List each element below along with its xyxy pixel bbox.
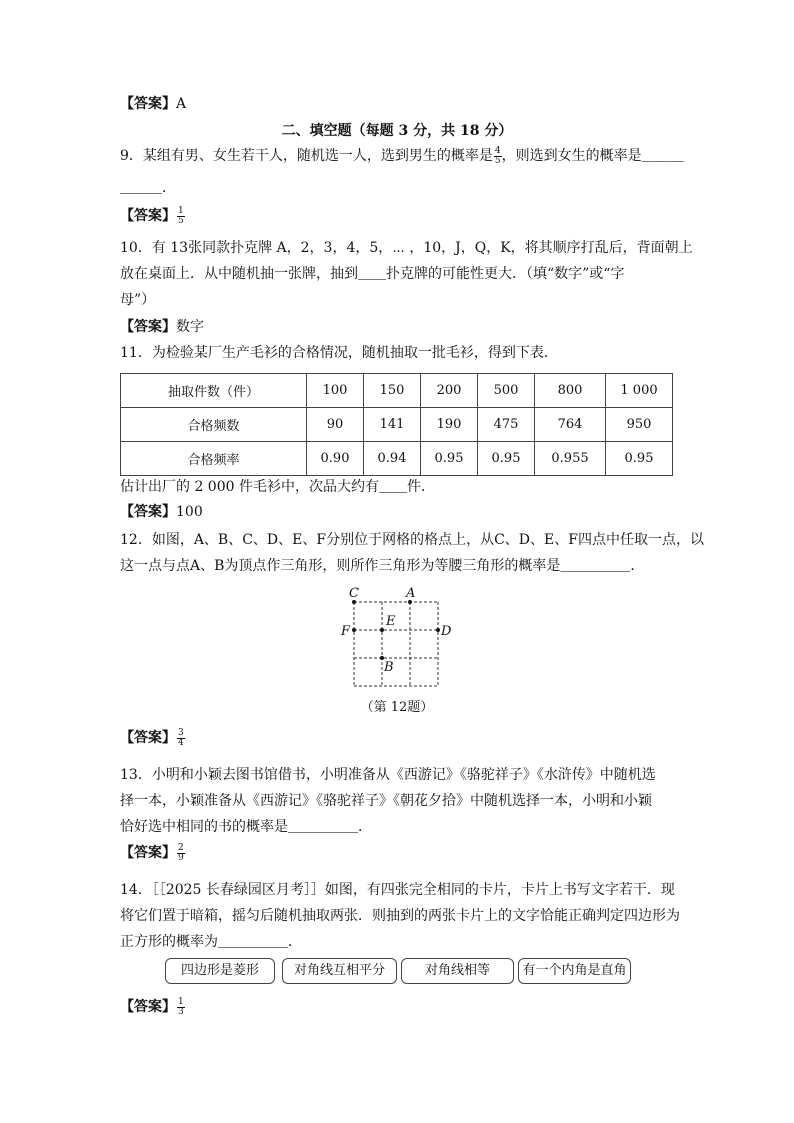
answer-tag: 【答案】 <box>120 319 176 335</box>
row-header: 合格频数 <box>121 408 307 442</box>
question-13-line-3: 恰好选中相同的书的概率是＿＿＿＿＿． <box>120 819 372 835</box>
table-cell: 0.95 <box>478 442 535 476</box>
table-cell: 0.955 <box>535 442 606 476</box>
label-a: A <box>406 586 416 601</box>
answer-value: 100 <box>176 504 203 520</box>
card-rhombus: 四边形是菱形 <box>165 958 275 984</box>
numerator: 4 <box>494 145 501 156</box>
answer-tag: 【答案】 <box>120 208 176 224</box>
fraction <box>177 207 185 226</box>
question-10-line-2: 放在桌面上．从中随机抽一张牌，抽到＿＿扑克牌的可能性更大．（填“数字”或“字 <box>120 266 625 282</box>
answer-value: 数字 <box>176 319 204 335</box>
label-e: E <box>386 614 396 629</box>
answer-tag: 【答案】 <box>120 845 176 861</box>
question-10-line-1: 10．有 13张同款扑克牌 A，2，3，4，5，⋯ ，10，J，Q，K，将其顺序打乱后，背面朝上 <box>120 240 693 256</box>
table-cell: 190 <box>421 408 478 442</box>
answer-14 <box>120 997 185 1017</box>
question-text: 9．某组有男、女生若干人，随机选一人，选到男生的概率是 <box>120 148 493 164</box>
question-9-line-2: ＿＿＿． <box>120 180 176 196</box>
card-diagonals-equal: 对角线相等 <box>401 958 514 984</box>
answer-10 <box>120 317 204 337</box>
table-cell: 0.90 <box>307 442 364 476</box>
answer-13 <box>120 843 185 863</box>
question-14-line-1: 14．［［2025 长春绿园区月考］］如图，有四张完全相同的卡片，卡片上书写文字若干．现 <box>120 882 675 898</box>
numerator: 2 <box>178 842 184 853</box>
section-title: 二、填空题（每题 3 分，共 18 分） <box>281 123 513 139</box>
question-12-line-1: 12．如图，A、B、C、D、E、F分别位于网格的格点上，从C、D、E、F四点中任取一点，以 <box>120 532 704 548</box>
card-right-angle: 有一个内角是直角 <box>518 958 631 984</box>
question-9-line-1 <box>120 146 684 166</box>
frequency-table <box>120 373 673 476</box>
question-10-line-3: 母”） <box>120 292 156 308</box>
denominator: 9 <box>178 852 184 863</box>
denominator: 3 <box>178 1006 184 1017</box>
answer-9 <box>120 206 185 226</box>
label-d: D <box>441 624 452 639</box>
fraction <box>177 844 185 863</box>
grid-figure <box>335 583 465 691</box>
numerator: 1 <box>178 996 184 1007</box>
question-11-line-1: 11．为检验某厂生产毛衫的合格情况，随机抽取一批毛衫，得到下表． <box>120 345 558 361</box>
numerator: 3 <box>178 727 184 738</box>
question-13-line-1: 13．小明和小颖去图书馆借书，小明准备从《西游记》《骆驼祥子》《水浒传》中随机选 <box>120 767 656 783</box>
table-cell: 100 <box>307 374 364 408</box>
answer-tag: 【答案】 <box>120 999 176 1015</box>
label-b: B <box>384 660 394 675</box>
question-12-line-2: 这一点与点A、B为顶点作三角形，则所作三角形为等腰三角形的概率是＿＿＿＿＿． <box>120 558 645 574</box>
question-14-line-2: 将它们置于暗箱，摇匀后随机抽取两张．则抽到的两张卡片上的文字恰能正确判定四边形为 <box>120 908 680 924</box>
table-cell: 150 <box>364 374 421 408</box>
table-row <box>121 408 673 442</box>
answer-tag: 【答案】 <box>120 504 176 520</box>
table-row <box>121 442 673 476</box>
denominator: 4 <box>178 737 184 748</box>
table-cell: 950 <box>606 408 673 442</box>
answer-8 <box>120 94 186 114</box>
fraction <box>494 147 502 166</box>
table-cell: 90 <box>307 408 364 442</box>
table-cell: 764 <box>535 408 606 442</box>
point-d <box>436 628 440 632</box>
question-14-line-3: 正方形的概率为＿＿＿＿＿． <box>120 934 302 950</box>
figure-caption: （第 12题） <box>360 700 434 715</box>
row-header: 合格频率 <box>121 442 307 476</box>
answer-12 <box>120 728 185 748</box>
label-c: C <box>349 586 359 601</box>
table-cell: 800 <box>535 374 606 408</box>
answer-tag: 【答案】 <box>120 96 176 112</box>
numerator: 1 <box>178 205 184 216</box>
table-row <box>121 374 673 408</box>
fraction <box>177 998 185 1017</box>
table-cell: 500 <box>478 374 535 408</box>
table-cell: 141 <box>364 408 421 442</box>
fraction <box>177 729 185 748</box>
row-header: 抽取件数（件） <box>121 374 307 408</box>
table-cell: 0.94 <box>364 442 421 476</box>
table-cell: 0.95 <box>606 442 673 476</box>
denominator: 5 <box>494 155 501 166</box>
table-cell: 475 <box>478 408 535 442</box>
grid-lines <box>354 602 438 686</box>
table-cell: 200 <box>421 374 478 408</box>
card-diagonals-bisect: 对角线互相平分 <box>282 958 397 984</box>
answer-tag: 【答案】 <box>120 730 176 746</box>
label-f: F <box>341 624 351 639</box>
point-e <box>380 628 384 632</box>
point-f <box>352 628 356 632</box>
question-11-after: 估计出厂的 2 000 件毛衫中，次品大约有＿＿件． <box>120 479 435 495</box>
table-cell: 1 000 <box>606 374 673 408</box>
answer-value: A <box>176 96 187 112</box>
question-13-line-2: 择一本，小颖准备从《西游记》《骆驼祥子》《朝花夕拾》中随机选择一本，小明和小颖 <box>120 793 652 809</box>
table-cell: 0.95 <box>421 442 478 476</box>
question-text: ，则选到女生的概率是＿＿＿ <box>501 148 684 164</box>
answer-11 <box>120 502 203 522</box>
denominator: 5 <box>178 215 184 226</box>
